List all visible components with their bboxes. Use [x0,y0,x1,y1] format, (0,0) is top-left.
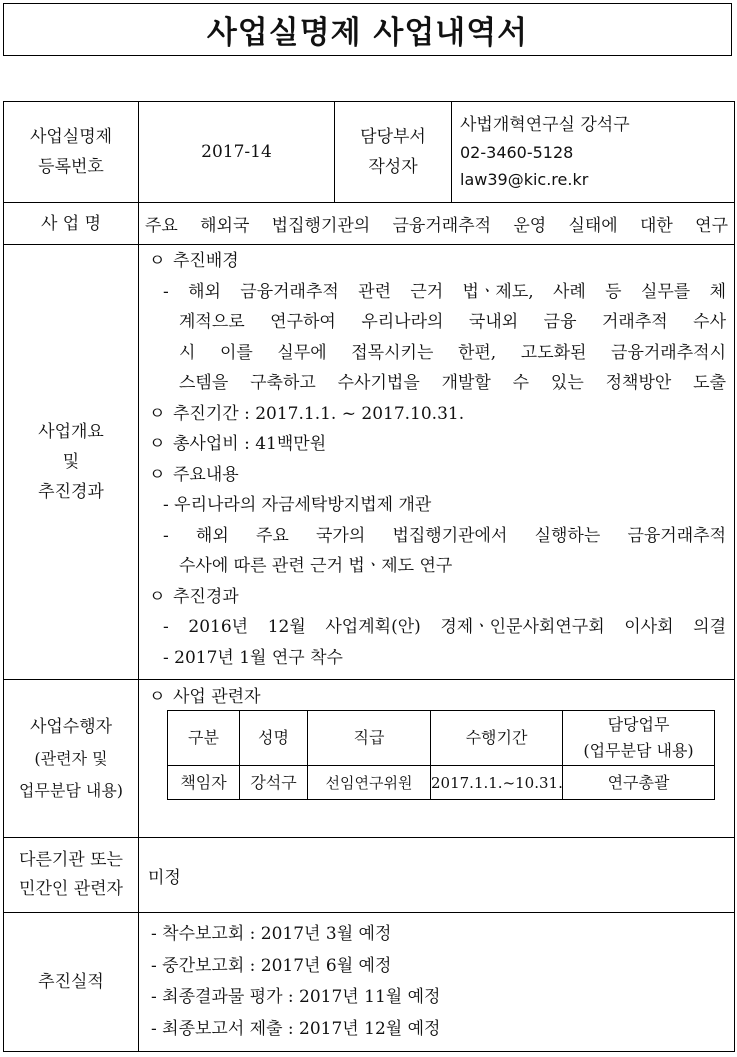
background-text [149,277,726,399]
background-title: 추진배경 [173,251,239,271]
track-item-4: - 최종보고서 제출 : 2017년 12월 예정 [151,1018,441,1039]
progress-heading [149,582,726,613]
project-name-row [4,203,735,245]
cell-name: 강석구 [240,766,308,800]
background-heading [149,246,726,277]
track-item-1: - 착수보고회 : 2017년 3월 예정 [151,924,392,944]
content-item-2-line-2: 수사에 따른 관련 근거 법ㆍ제도 연구 [179,556,453,576]
project-name-cell [139,203,735,245]
cell-duty: 연구총괄 [563,766,715,800]
cell-category: 책임자 [168,766,240,800]
background-line-2: 계적으로 연구하여 우리나라의 국내외 금융 거래추적 수사 [179,312,726,332]
header-category: 구분 [168,711,240,766]
track-item-3: - 최종결과물 평가 : 2017년 11월 예정 [151,987,441,1007]
performer-body [139,680,735,838]
track-row [4,913,735,1052]
header-period: 수행기간 [431,711,563,766]
circle-bullet-icon: ㅇ [149,434,166,454]
others-label-cell [4,838,139,913]
overview-label-3: 추진경과 [38,482,104,502]
overview-label-cell [4,245,139,680]
performer-section-title: 사업 관련자 [173,687,261,707]
circle-bullet-icon: ㅇ [149,687,166,707]
performer-label-2: (관련자 및 [34,748,108,768]
project-name: 주요 해외국 법집행기관의 금융거래추적 운영 실태에 대한 연구 [145,216,728,236]
progress-item-1: - 2016년 12월 사업계획(안) 경제ㆍ인문사회연구회 이사회 의결 [163,617,726,637]
document-title: 사업실명제 사업내역서 [206,15,529,51]
department-label-cell [335,102,452,203]
department-label-1: 담당부서 [360,127,426,147]
performer-label-cell [4,680,139,838]
circle-bullet-icon: ㅇ [149,403,166,424]
department-email: law39@kic.re.kr [460,169,589,189]
performer-label-1: 사업수행자 [29,716,113,737]
background-line-1: - 해외 금융거래추적 관련 근거 법ㆍ제도, 사례 등 실무를 체 [163,281,726,302]
registration-row [4,102,735,203]
overview-label-1: 사업개요 [38,422,104,442]
others-value: 미정 [139,838,735,913]
document-title-box [3,3,732,56]
background-line-4: 스템을 구축하고 수사기법을 개발할 수 있는 정책방안 도출 [179,373,726,393]
department-name: 사법개혁연구실 강석구 [460,114,630,135]
others-label-2: 민간인 관련자 [19,879,123,899]
header-duty: 담당업무 [607,715,670,734]
content-item-2-line-1: - 해외 주요 국가의 법집행기관에서 실행하는 금융거래추적 [163,525,726,546]
overview-label-2: 및 [62,452,80,472]
period-line [149,399,726,430]
others-label-1: 다른기관 또는 [19,850,123,870]
registration-label-2: 등록번호 [38,157,104,177]
others-row [4,838,735,913]
header-duty-cell [563,711,715,766]
project-name-label: 사 업 명 [4,203,139,245]
project-table [3,101,735,1052]
circle-bullet-icon: ㅇ [149,464,166,485]
background-line-3: 시 이를 실무에 접목시키는 한편, 고도화된 금융거래추적시 [179,342,726,363]
budget-text: 총사업비 : 41백만원 [173,434,327,454]
content-heading [149,460,726,491]
header-name: 성명 [240,711,308,766]
personnel-row [168,766,715,800]
track-label: 추진실적 [4,913,139,1052]
progress-title: 추진경과 [173,586,239,607]
performer-label-3: 업무분담 내용) [18,780,124,800]
registration-label-cell [4,102,139,203]
performer-row [4,680,735,838]
registration-number: 2017-14 [139,102,335,203]
cell-rank: 선임연구위원 [308,766,431,800]
progress-item-2: - 2017년 1월 연구 착수 [163,647,343,668]
cell-period: 2017.1.1.~10.31. [431,766,563,800]
content-item-2 [149,521,726,582]
track-item-2: - 중간보고회 : 2017년 6월 예정 [151,955,392,976]
writer-label: 작성자 [368,157,418,177]
performer-section-heading [149,686,734,708]
overview-body [139,245,735,680]
circle-bullet-icon: ㅇ [149,251,166,271]
overview-row [4,245,735,680]
personnel-header-row [168,711,715,766]
content-item-1: - 우리나라의 자금세탁방지법제 개관 [163,495,432,515]
header-duty-sub: (업무분담 내용) [583,741,694,760]
content-title: 주요내용 [173,464,239,485]
track-body [139,913,735,1052]
personnel-table [167,710,715,800]
circle-bullet-icon: ㅇ [149,586,166,607]
department-info-cell [452,102,735,203]
budget-line [149,429,726,460]
header-rank: 직급 [308,711,431,766]
registration-label-1: 사업실명제 [29,127,113,147]
department-phone: 02-3460-5128 [460,142,574,162]
period-text: 추진기간 : 2017.1.1. ~ 2017.10.31. [173,403,465,424]
